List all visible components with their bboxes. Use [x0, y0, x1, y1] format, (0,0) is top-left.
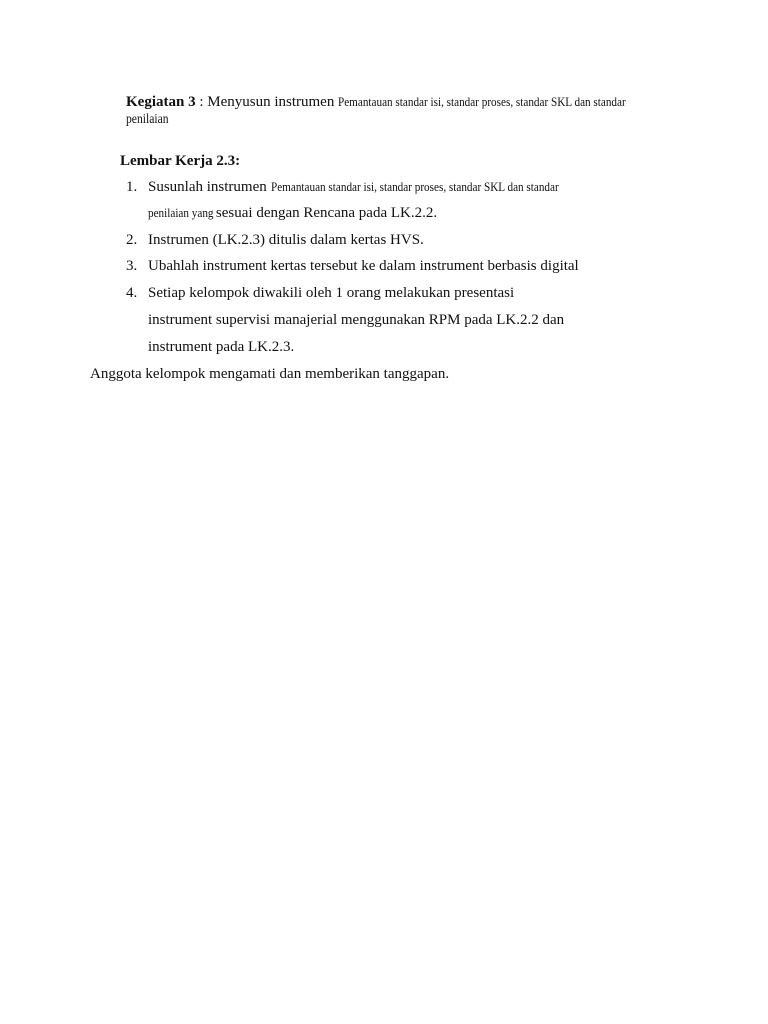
closing-text: Anggota kelompok mengamati dan memberikan tanggapan.: [90, 366, 450, 382]
worksheet-heading-text: Lembar Kerja 2.3:: [120, 153, 241, 169]
activity-title: Menyusun instrumen: [207, 94, 339, 110]
item-4-line-3: instrument pada LK.2.3.: [148, 339, 295, 355]
item-4-number: 4.: [126, 285, 138, 301]
item-4-line-1: Setiap kelompok diwakili oleh 1 orang melakukan presentasi: [148, 285, 515, 301]
item-4-line-2: instrument supervisi manajerial menggunakan RPM pada LK.2.2 dan: [148, 312, 565, 328]
item-1-rest: sesuai dengan Rencana pada LK.2.2.: [212, 205, 438, 221]
item-1-line-1: [148, 178, 605, 196]
item-1-small-2: penilaian yang: [148, 205, 214, 220]
item-1-number: 1.: [126, 179, 138, 195]
item-3-number: 3.: [126, 258, 138, 274]
item-3-text: Ubahlah instrument kertas tersebut ke dalam instrument berbasis digital: [148, 258, 579, 274]
item-2-text: Instrumen (LK.2.3) ditulis dalam kertas HVS.: [148, 232, 424, 248]
worksheet-heading: [120, 152, 240, 170]
activity-heading: [126, 93, 673, 111]
item-1-line-2: [148, 204, 437, 222]
activity-subtitle-continuation: penilaian: [126, 111, 169, 126]
activity-label: Kegiatan 3: [126, 94, 196, 110]
item-1-lead: Susunlah instrumen: [148, 179, 271, 195]
activity-subtitle: Pemantauan standar isi, standar proses, standar SKL dan standar: [338, 94, 626, 109]
item-1-small: Pemantauan standar isi, standar proses, standar SKL dan standar: [270, 179, 559, 194]
activity-separator: :: [195, 94, 208, 110]
item-2-number: 2.: [126, 232, 138, 248]
